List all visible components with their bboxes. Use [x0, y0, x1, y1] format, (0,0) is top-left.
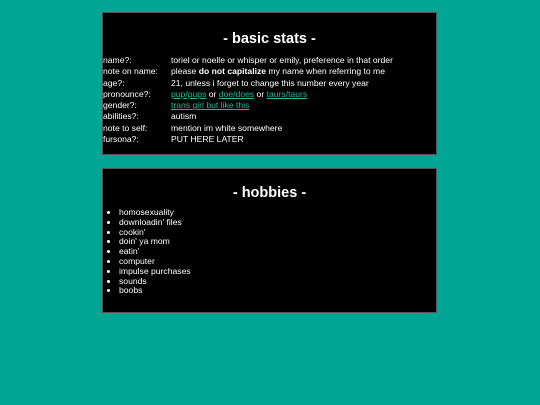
stat-label-name: name?: [103, 55, 132, 65]
stat-label-note-to-self: note to self: [103, 122, 148, 133]
hobby-item: • doin' ya mom [119, 237, 436, 247]
hobby-item: • downloadin' files [119, 218, 436, 228]
stat-row-gender [103, 100, 393, 111]
stat-label-abilities: abilities?: [103, 111, 139, 122]
hobby-list [103, 208, 436, 296]
pronoun-link-taurs[interactable]: taurs/taurs [266, 88, 308, 99]
hobby-item: • sounds [119, 277, 436, 287]
hobby-item: • computer [119, 257, 436, 267]
hobby-item: • eatin' [119, 247, 436, 257]
stat-row-age [103, 78, 393, 89]
stat-value-abilities: autism [171, 111, 197, 122]
stat-value-note-on-name [171, 66, 393, 77]
hobby-item: • boobs [119, 286, 436, 296]
stats-table [103, 55, 393, 145]
stat-row-note-on-name [103, 66, 393, 77]
stat-row-fursona [103, 134, 393, 145]
pronoun-link-doe[interactable]: doe/does [218, 88, 255, 99]
stat-value-name: toriel or noelle or whisper or emily, preference in that order [171, 55, 393, 65]
pronoun-separator: or [206, 88, 219, 99]
stat-label-fursona: fursona?: [103, 134, 139, 145]
stat-label-gender: gender?: [103, 100, 137, 111]
stat-value-pronouns [171, 89, 393, 100]
hobbies-title: - hobbies - [232, 185, 307, 201]
stat-value-fursona: PUT HERE LATER [171, 134, 244, 145]
basic-stats-title: - basic stats - [223, 31, 316, 47]
stat-row-name [103, 55, 393, 66]
stat-row-note-to-self [103, 123, 393, 134]
stat-label-age: age?: [103, 77, 125, 88]
stat-label-note-on-name: note on name: [103, 66, 158, 77]
note-text-post: my name when referring to me [266, 66, 385, 77]
pronoun-separator: or [254, 88, 267, 99]
pronoun-link-pup[interactable]: pup/pups [171, 88, 207, 99]
stat-row-pronouns [103, 89, 393, 100]
stat-value-gender [171, 100, 393, 111]
basic-stats-panel [102, 12, 437, 155]
hobby-item: • homosexuality [119, 208, 436, 218]
hobbies-panel [102, 168, 437, 313]
stat-value-age: 21, unless i forget to change this number every year [171, 77, 369, 88]
stat-value-note-to-self: mention im white somewhere [171, 122, 283, 133]
stat-row-abilities [103, 111, 393, 122]
note-text-pre: please [171, 66, 199, 77]
hobby-item: • cookin' [119, 228, 436, 238]
hobby-item: • impulse purchases [119, 267, 436, 277]
stat-label-pronouns: pronounce?: [103, 88, 151, 99]
note-text-bold: do not capitalize [198, 66, 267, 77]
gender-link[interactable]: trans girl but like this [171, 100, 250, 111]
